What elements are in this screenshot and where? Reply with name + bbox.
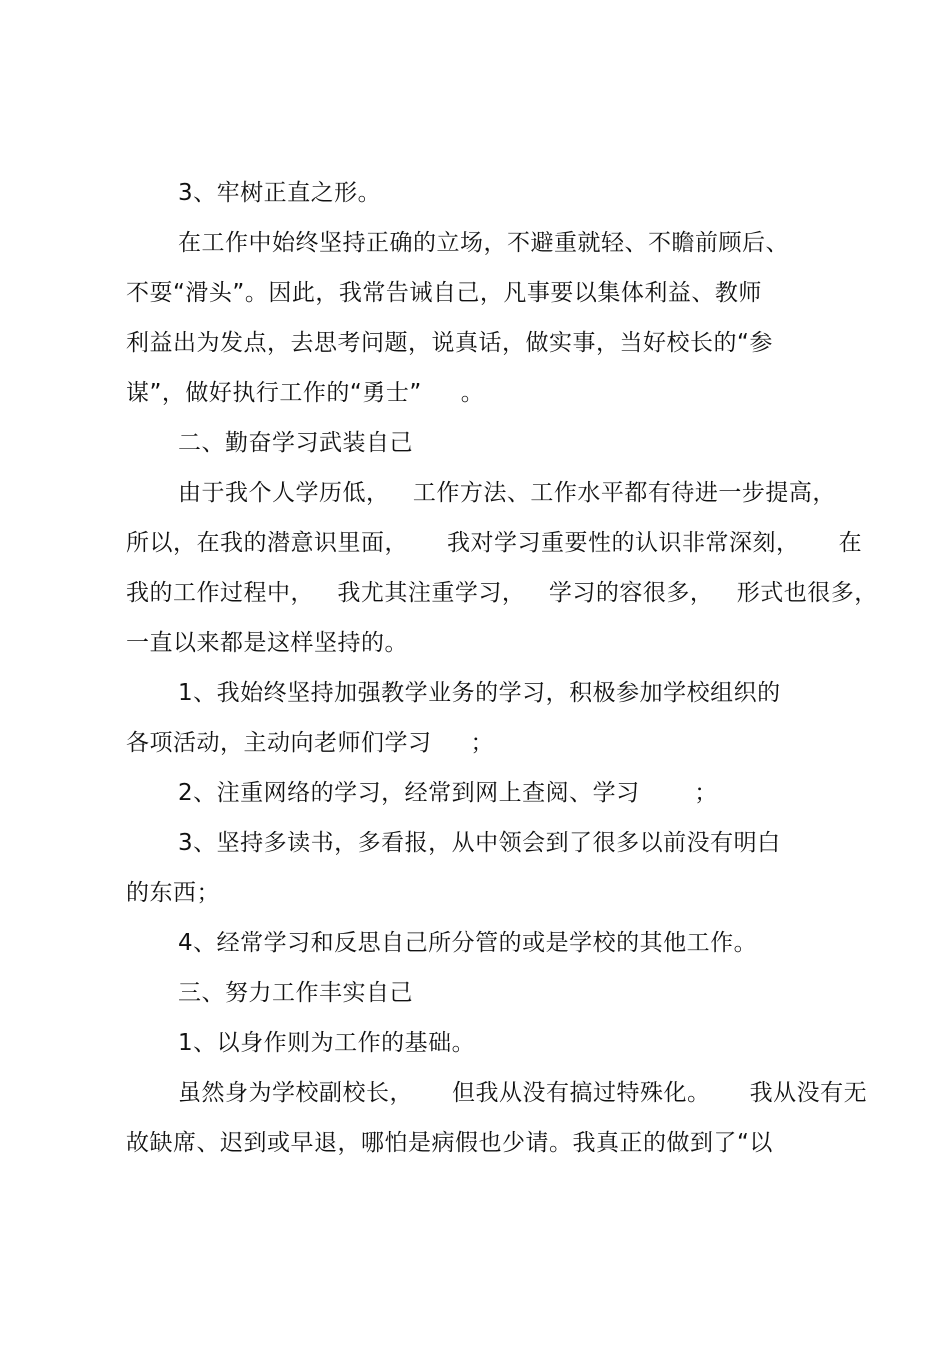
- paragraph-line: 各项活动，主动向老师们学习 ；: [126, 730, 495, 756]
- list-item: 4、经常学习和反思自己所分管的或是学校的其他工作。: [178, 930, 758, 956]
- paragraph-line: 我的工作过程中， 我尤其注重学习， 学习的容很多， 形式也很多，: [126, 580, 878, 606]
- paragraph-line: 一直以来都是这样坚持的。: [126, 630, 408, 656]
- paragraph-line: 虽然身为学校副校长， 但我从没有搞过特殊化。 我从没有无: [178, 1080, 868, 1106]
- paragraph-line: 在工作中始终坚持正确的立场，不避重就轻、不瞻前顾后、: [178, 230, 789, 256]
- list-item: 3、坚持多读书，多看报，从中领会到了很多以前没有明白: [178, 830, 781, 856]
- list-item: 1、以身作则为工作的基础。: [178, 1030, 476, 1056]
- list-item: 1、我始终坚持加强教学业务的学习，积极参加学校组织的: [178, 680, 781, 706]
- paragraph-line: 所以，在我的潜意识里面， 我对学习重要性的认识非常深刻， 在: [126, 530, 863, 556]
- section-heading: 二、勤奋学习武装自己: [178, 430, 413, 456]
- paragraph-line: 故缺席、迟到或早退，哪怕是病假也少请。我真正的做到了“以: [126, 1130, 773, 1156]
- paragraph-line: 不耍“滑头”。因此，我常告诫自己，凡事要以集体利益、教师: [126, 280, 762, 306]
- paragraph-line: 由于我个人学历低， 工作方法、工作水平都有待进一步提高，: [178, 480, 836, 506]
- paragraph-line: 3、牢树正直之形。: [178, 180, 382, 206]
- paragraph-line: 谋”，做好执行工作的“勇士” 。: [126, 380, 485, 406]
- paragraph-line: 利益出为发点，去思考问题，说真话，做实事，当好校长的“参: [126, 330, 773, 356]
- paragraph-line: 的东西；: [126, 880, 220, 906]
- section-heading: 三、努力工作丰实自己: [178, 980, 413, 1006]
- list-item: 2、注重网络的学习，经常到网上查阅、学习 ；: [178, 780, 718, 806]
